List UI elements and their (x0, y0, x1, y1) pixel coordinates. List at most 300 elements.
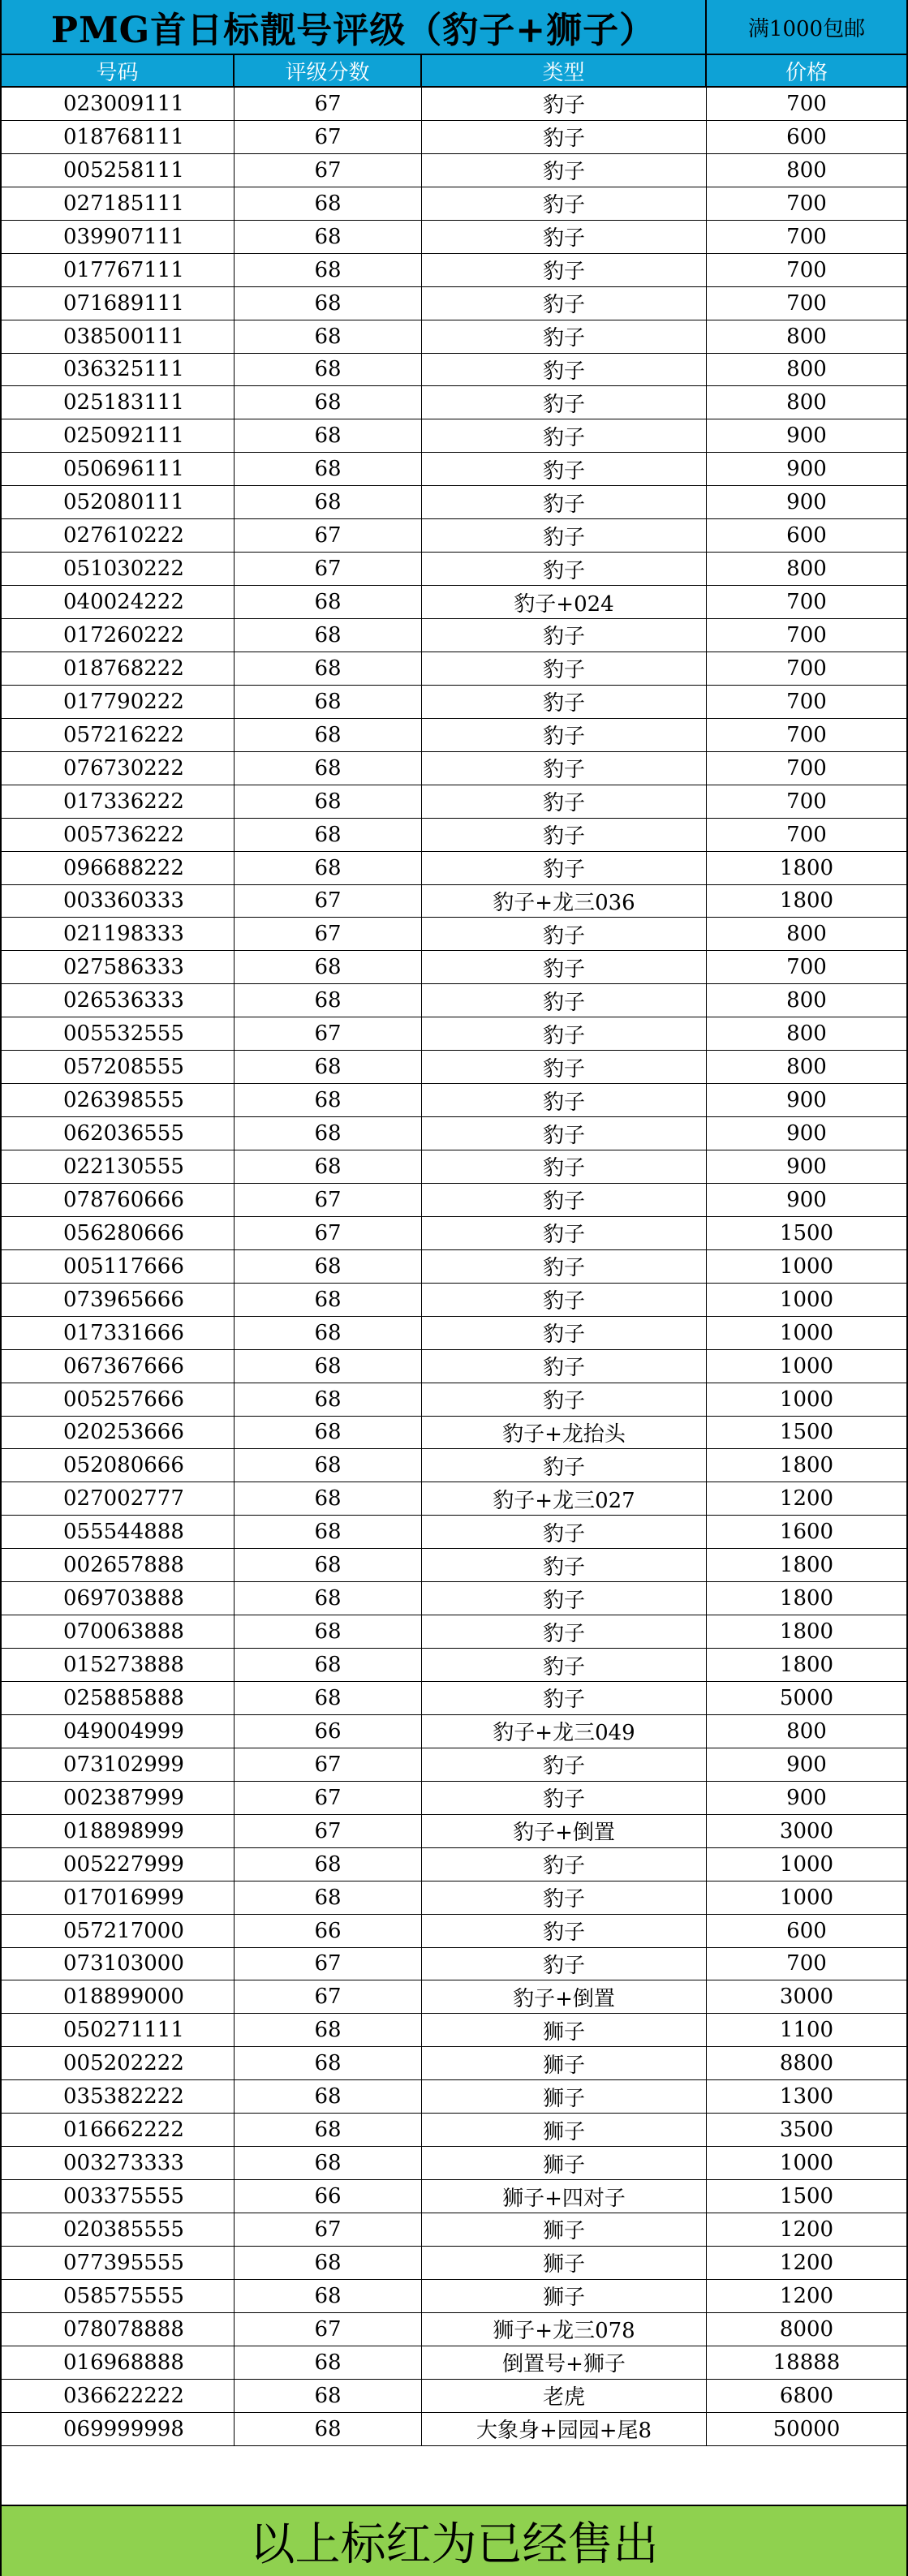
cell-price: 1300 (779, 2084, 834, 2109)
cell-number: 050271111 (2, 2014, 235, 2046)
cell-type: 狮子 (422, 2280, 707, 2312)
cell-price: 900 (786, 1187, 827, 1212)
cell-type: 豹子 (422, 1848, 707, 1881)
cell-score: 68 (235, 2080, 422, 2113)
cell-number: 062036555 (2, 1117, 235, 1150)
cell-number: 025183111 (2, 386, 235, 419)
cell-type: 豹子 (422, 1217, 707, 1249)
table-body (2, 88, 906, 2446)
table-row (2, 2380, 906, 2413)
cell-score: 68 (235, 1682, 422, 1714)
cell-type: 狮子 (422, 2213, 707, 2246)
cell-score: 66 (235, 1715, 422, 1748)
cell-type: 豹子 (422, 1782, 707, 1814)
table-row (2, 187, 906, 221)
cell-score: 68 (235, 254, 422, 286)
cell-price: 700 (786, 689, 827, 714)
table-row (2, 1615, 906, 1649)
cell-score: 68 (235, 719, 422, 751)
cell-number: 035382222 (2, 2080, 235, 2113)
cell-score: 68 (235, 1649, 422, 1681)
cell-number: 018898999 (2, 1815, 235, 1847)
cell-type: 豹子 (422, 1948, 707, 1980)
cell-number: 027586333 (2, 951, 235, 983)
table-row (2, 1516, 906, 1549)
cell-type: 豹子 (422, 88, 707, 120)
cell-score: 68 (235, 1383, 422, 1416)
cell-price: 800 (786, 324, 827, 349)
table-row (2, 2147, 906, 2180)
cell-score: 68 (235, 619, 422, 652)
cell-type: 豹子 (422, 1017, 707, 1050)
cell-price: 700 (786, 755, 827, 781)
cell-type: 豹子 (422, 453, 707, 485)
cell-price: 1200 (779, 2283, 834, 2308)
cell-score: 67 (235, 2313, 422, 2346)
cell-type: 豹子 (422, 1284, 707, 1316)
cell-price: 700 (786, 257, 827, 282)
cell-price: 1800 (779, 1553, 834, 1578)
table-row (2, 453, 906, 486)
cell-type: 豹子 (422, 287, 707, 320)
cell-type: 大象身+园园+尾8 (422, 2413, 707, 2445)
cell-number: 027185111 (2, 187, 235, 220)
cell-price: 1600 (779, 1520, 834, 1545)
cell-number: 005257666 (2, 1383, 235, 1416)
table-row (2, 1715, 906, 1748)
table-row (2, 1815, 906, 1848)
cell-number: 052080111 (2, 486, 235, 518)
cell-score: 67 (235, 1980, 422, 2013)
cell-price: 800 (786, 390, 827, 415)
sheet-title: PMG首日标靓号评级（豹子+狮子） (2, 0, 707, 54)
cell-price: 900 (786, 1785, 827, 1810)
cell-score: 68 (235, 951, 422, 983)
cell-type: 豹子 (422, 719, 707, 751)
cell-score: 68 (235, 2014, 422, 2046)
table-row (2, 121, 906, 154)
cell-type: 狮子 (422, 2147, 707, 2179)
cell-type: 豹子 (422, 1117, 707, 1150)
cell-type: 豹子 (422, 386, 707, 419)
table-row (2, 1184, 906, 1217)
table-row (2, 419, 906, 453)
table-row (2, 1150, 906, 1184)
table-row (2, 1383, 906, 1417)
cell-type: 豹子 (422, 354, 707, 386)
cell-number: 005202222 (2, 2047, 235, 2079)
cell-number: 057216222 (2, 719, 235, 751)
cell-price: 1200 (779, 2250, 834, 2275)
table-row (2, 2047, 906, 2080)
cell-number: 096688222 (2, 852, 235, 884)
cell-type: 豹子+龙三049 (422, 1715, 707, 1748)
cell-score: 68 (235, 785, 422, 818)
cell-type: 豹子 (422, 819, 707, 851)
cell-price: 900 (786, 1088, 827, 1113)
table-row (2, 652, 906, 686)
cell-price: 600 (786, 1918, 827, 1943)
header-type: 类型 (422, 55, 707, 86)
table-row (2, 885, 906, 918)
cell-number: 055544888 (2, 1516, 235, 1548)
cell-price: 8800 (779, 2051, 834, 2076)
table-row (2, 719, 906, 752)
table-row (2, 951, 906, 984)
cell-score: 68 (235, 1417, 422, 1449)
cell-number: 017331666 (2, 1317, 235, 1349)
cell-price: 1000 (779, 1851, 834, 1877)
cell-number: 002657888 (2, 1549, 235, 1581)
cell-type: 豹子 (422, 486, 707, 518)
cell-price: 800 (786, 1021, 827, 1047)
cell-score: 68 (235, 354, 422, 386)
table-row (2, 2180, 906, 2213)
cell-type: 豹子 (422, 254, 707, 286)
table-row (2, 154, 906, 187)
cell-price: 700 (786, 191, 827, 216)
table-row (2, 752, 906, 785)
cell-type: 豹子 (422, 619, 707, 652)
cell-price: 1800 (779, 1619, 834, 1645)
table-row (2, 2413, 906, 2446)
table-row (2, 819, 906, 852)
table-row (2, 2247, 906, 2280)
table-row (2, 2346, 906, 2380)
cell-price: 700 (786, 822, 827, 847)
cell-type: 豹子 (422, 1150, 707, 1183)
cell-type: 豹子 (422, 785, 707, 818)
table-row (2, 686, 906, 719)
cell-number: 076730222 (2, 752, 235, 785)
cell-score: 68 (235, 2047, 422, 2079)
cell-score: 68 (235, 984, 422, 1017)
cell-score: 68 (235, 2147, 422, 2179)
cell-score: 68 (235, 1615, 422, 1648)
cell-type: 豹子 (422, 984, 707, 1017)
cell-price: 700 (786, 1951, 827, 1976)
cell-price: 800 (786, 922, 827, 947)
cell-type: 豹子 (422, 686, 707, 718)
cell-price: 1000 (779, 1885, 834, 1910)
cell-number: 023009111 (2, 88, 235, 120)
cell-price: 1100 (779, 2018, 834, 2043)
table-row (2, 1449, 906, 1482)
cell-number: 052080666 (2, 1449, 235, 1482)
table-row (2, 785, 906, 819)
cell-score: 68 (235, 1250, 422, 1283)
cell-number: 026536333 (2, 984, 235, 1017)
cell-score: 67 (235, 1782, 422, 1814)
cell-number: 015273888 (2, 1649, 235, 1681)
cell-type: 豹子+倒置 (422, 1980, 707, 2013)
table-row (2, 2080, 906, 2114)
table-row (2, 1284, 906, 1317)
table-row (2, 2313, 906, 2346)
cell-number: 020385555 (2, 2213, 235, 2246)
cell-type: 豹子 (422, 1449, 707, 1482)
cell-score: 68 (235, 1117, 422, 1150)
cell-score: 67 (235, 1017, 422, 1050)
table-row (2, 1582, 906, 1615)
cell-number: 038500111 (2, 320, 235, 353)
cell-number: 027610222 (2, 519, 235, 552)
cell-type: 豹子 (422, 852, 707, 884)
cell-type: 豹子 (422, 1748, 707, 1781)
cell-number: 049004999 (2, 1715, 235, 1748)
cell-price: 600 (786, 124, 827, 149)
cell-number: 003273333 (2, 2147, 235, 2179)
cell-type: 豹子 (422, 1682, 707, 1714)
cell-number: 058575555 (2, 2280, 235, 2312)
cell-type: 豹子 (422, 1649, 707, 1681)
cell-number: 070063888 (2, 1615, 235, 1648)
table-row (2, 1117, 906, 1150)
cell-score: 67 (235, 519, 422, 552)
cell-score: 68 (235, 819, 422, 851)
cell-type: 老虎 (422, 2380, 707, 2412)
cell-score: 68 (235, 1051, 422, 1083)
table-row (2, 1250, 906, 1284)
cell-price: 1000 (779, 1254, 834, 1279)
table-row (2, 254, 906, 287)
cell-score: 68 (235, 1482, 422, 1515)
cell-score: 68 (235, 2247, 422, 2279)
cell-type: 豹子+倒置 (422, 1815, 707, 1847)
cell-type: 狮子 (422, 2047, 707, 2079)
cell-type: 狮子+四对子 (422, 2180, 707, 2213)
title-row (2, 0, 906, 55)
cell-number: 050696111 (2, 453, 235, 485)
cell-number: 003360333 (2, 885, 235, 918)
table-row (2, 1649, 906, 1682)
cell-price: 3000 (779, 1818, 834, 1843)
cell-score: 68 (235, 1881, 422, 1914)
cell-price: 1500 (779, 1420, 834, 1445)
shipping-note: 满1000包邮 (707, 0, 906, 54)
cell-type: 豹子 (422, 1383, 707, 1416)
table-row (2, 1051, 906, 1084)
cell-price: 1800 (779, 888, 834, 914)
cell-price: 900 (786, 1752, 827, 1777)
cell-number: 040024222 (2, 586, 235, 618)
cell-score: 67 (235, 1948, 422, 1980)
cell-type: 豹子 (422, 1582, 707, 1615)
table-row (2, 984, 906, 1017)
cell-score: 68 (235, 1848, 422, 1881)
cell-type: 豹子 (422, 1915, 707, 1947)
cell-type: 豹子 (422, 519, 707, 552)
cell-price: 1000 (779, 1320, 834, 1345)
cell-score: 68 (235, 752, 422, 785)
cell-price: 900 (786, 457, 827, 482)
cell-number: 016662222 (2, 2114, 235, 2146)
cell-score: 68 (235, 1150, 422, 1183)
cell-score: 68 (235, 586, 422, 618)
cell-type: 豹子 (422, 951, 707, 983)
cell-score: 68 (235, 486, 422, 518)
cell-number: 018768222 (2, 652, 235, 685)
cell-score: 68 (235, 1582, 422, 1615)
cell-number: 069703888 (2, 1582, 235, 1615)
cell-score: 68 (235, 187, 422, 220)
table-row (2, 320, 906, 354)
cell-price: 800 (786, 1718, 827, 1744)
cell-number: 073103000 (2, 1948, 235, 1980)
cell-price: 50000 (772, 2416, 841, 2441)
cell-type: 豹子 (422, 1084, 707, 1116)
cell-number: 005258111 (2, 154, 235, 187)
table-row (2, 2114, 906, 2147)
table-row (2, 1782, 906, 1815)
cell-type: 豹子 (422, 419, 707, 452)
cell-score: 68 (235, 2346, 422, 2379)
table-row (2, 1317, 906, 1350)
cell-type: 豹子 (422, 918, 707, 950)
cell-type: 豹子 (422, 187, 707, 220)
table-row (2, 88, 906, 121)
cell-number: 069999998 (2, 2413, 235, 2445)
cell-number: 005117666 (2, 1250, 235, 1283)
cell-score: 67 (235, 553, 422, 585)
cell-score: 67 (235, 1815, 422, 1847)
cell-score: 68 (235, 386, 422, 419)
cell-number: 078078888 (2, 2313, 235, 2346)
cell-number: 005532555 (2, 1017, 235, 1050)
cell-price: 3500 (779, 2118, 834, 2143)
cell-number: 027002777 (2, 1482, 235, 1515)
cell-score: 68 (235, 2114, 422, 2146)
cell-number: 020253666 (2, 1417, 235, 1449)
cell-type: 豹子 (422, 1350, 707, 1383)
cell-type: 狮子+龙三078 (422, 2313, 707, 2346)
cell-score: 68 (235, 1317, 422, 1349)
cell-score: 68 (235, 1516, 422, 1548)
cell-number: 056280666 (2, 1217, 235, 1249)
cell-price: 6800 (779, 2383, 834, 2408)
cell-type: 豹子 (422, 1516, 707, 1548)
table-row (2, 1948, 906, 1981)
cell-score: 68 (235, 652, 422, 685)
cell-score: 67 (235, 918, 422, 950)
cell-score: 68 (235, 2280, 422, 2312)
cell-price: 1200 (779, 1486, 834, 1512)
cell-price: 1000 (779, 1387, 834, 1412)
cell-number: 018768111 (2, 121, 235, 153)
cell-score: 68 (235, 1549, 422, 1581)
cell-price: 1500 (779, 2184, 834, 2209)
cell-number: 067367666 (2, 1350, 235, 1383)
cell-type: 豹子 (422, 121, 707, 153)
table-row (2, 1881, 906, 1915)
cell-type: 豹子 (422, 1317, 707, 1349)
cell-price: 800 (786, 157, 827, 183)
cell-number: 036622222 (2, 2380, 235, 2412)
cell-number: 017767111 (2, 254, 235, 286)
cell-type: 豹子+龙抬头 (422, 1417, 707, 1449)
table-row (2, 221, 906, 254)
cell-score: 67 (235, 88, 422, 120)
cell-score: 68 (235, 221, 422, 253)
cell-number: 073965666 (2, 1284, 235, 1316)
table-row (2, 619, 906, 652)
table-row (2, 1848, 906, 1881)
table-row (2, 287, 906, 320)
table-row (2, 1017, 906, 1051)
cell-price: 600 (786, 523, 827, 548)
cell-number: 025885888 (2, 1682, 235, 1714)
cell-score: 66 (235, 2180, 422, 2213)
cell-score: 67 (235, 154, 422, 187)
cell-type: 豹子+龙三036 (422, 885, 707, 918)
cell-number: 077395555 (2, 2247, 235, 2279)
cell-price: 900 (786, 1121, 827, 1146)
cell-type: 狮子 (422, 2114, 707, 2146)
cell-price: 800 (786, 1055, 827, 1080)
cell-price: 700 (786, 290, 827, 316)
cell-number: 005736222 (2, 819, 235, 851)
cell-number: 017790222 (2, 686, 235, 718)
cell-type: 豹子 (422, 221, 707, 253)
cell-type: 豹子+024 (422, 586, 707, 618)
cell-price: 700 (786, 622, 827, 647)
table-row (2, 1482, 906, 1516)
cell-number: 005227999 (2, 1848, 235, 1881)
cell-score: 68 (235, 2413, 422, 2445)
cell-price: 5000 (779, 1685, 834, 1710)
table-row (2, 354, 906, 387)
cell-type: 豹子 (422, 320, 707, 353)
cell-price: 700 (786, 722, 827, 747)
table-row (2, 1084, 906, 1117)
cell-price: 1000 (779, 1287, 834, 1312)
table-row (2, 2014, 906, 2047)
table-row (2, 486, 906, 519)
cell-type: 狮子 (422, 2080, 707, 2113)
header-price: 价格 (785, 60, 828, 85)
cell-type: 狮子 (422, 2014, 707, 2046)
cell-number: 025092111 (2, 419, 235, 452)
table-row (2, 1682, 906, 1715)
cell-number: 036325111 (2, 354, 235, 386)
cell-type: 豹子 (422, 1250, 707, 1283)
cell-type: 豹子 (422, 652, 707, 685)
cell-type: 倒置号+狮子 (422, 2346, 707, 2379)
cell-type: 豹子 (422, 553, 707, 585)
cell-price: 900 (786, 1154, 827, 1179)
cell-price: 800 (786, 988, 827, 1013)
cell-score: 67 (235, 1184, 422, 1216)
cell-type: 豹子+龙三027 (422, 1482, 707, 1515)
cell-price: 900 (786, 424, 827, 449)
cell-score: 68 (235, 852, 422, 884)
cell-type: 豹子 (422, 752, 707, 785)
cell-price: 700 (786, 590, 827, 615)
cell-number: 021198333 (2, 918, 235, 950)
cell-type: 豹子 (422, 1184, 707, 1216)
cell-price: 1800 (779, 1586, 834, 1611)
cell-price: 1800 (779, 1453, 834, 1478)
cell-number: 016968888 (2, 2346, 235, 2379)
cell-type: 豹子 (422, 1051, 707, 1083)
cell-type: 豹子 (422, 1615, 707, 1648)
cell-price: 8000 (779, 2316, 834, 2342)
cell-number: 026398555 (2, 1084, 235, 1116)
cell-price: 1800 (779, 1653, 834, 1678)
cell-score: 68 (235, 686, 422, 718)
cell-score: 68 (235, 1350, 422, 1383)
cell-price: 18888 (772, 2350, 841, 2375)
